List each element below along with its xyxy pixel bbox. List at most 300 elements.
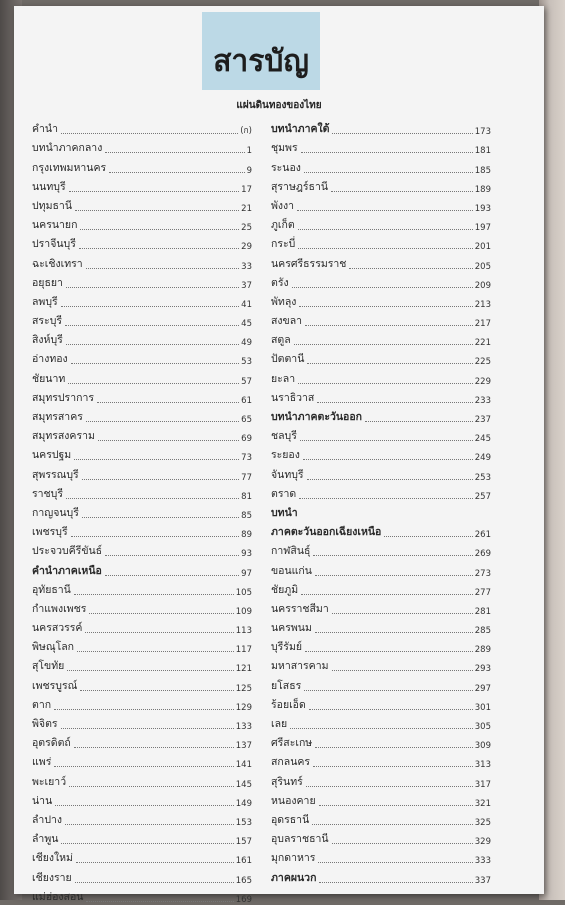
toc-entry-page: 133	[235, 722, 252, 732]
dot-leader	[66, 344, 239, 345]
toc-entry-label: ชลบุรี	[271, 430, 297, 443]
dot-leader	[86, 268, 239, 269]
toc-entry-label: เพชรบูรณ์	[32, 679, 78, 692]
toc-entry-label: ยะลา	[271, 372, 296, 385]
toc-entry-label: ประจวบคีรีขันธ์	[32, 545, 103, 558]
toc-entry-page: 225	[474, 357, 491, 368]
toc-entry	[32, 540, 252, 559]
toc-entry	[32, 406, 252, 425]
toc-entry-label: สระบุรี	[32, 315, 62, 328]
toc-entry-label: สกลนคร	[271, 756, 311, 769]
toc-entry-page: 277	[474, 587, 491, 598]
toc-entry	[271, 195, 491, 214]
toc-entry	[271, 579, 491, 598]
toc-entry-label: สิงห์บุรี	[32, 334, 63, 347]
toc-entry-page: 49	[241, 338, 252, 349]
toc-entry-label: นครราชสีมา	[271, 602, 329, 615]
toc-entry-page: 261	[474, 530, 491, 541]
toc-entry	[32, 483, 252, 502]
toc-entry-page: 73	[241, 453, 252, 464]
toc-entry-page: 45	[241, 319, 252, 330]
dot-leader	[97, 402, 239, 403]
toc-entry	[271, 272, 491, 291]
toc-entry	[271, 809, 491, 828]
toc-entry-page: 189	[474, 184, 491, 195]
toc-entry-page: 181	[474, 146, 491, 157]
toc-entry-page: 209	[474, 280, 491, 291]
dot-leader	[71, 363, 239, 364]
dot-leader	[317, 402, 472, 403]
toc-entry	[271, 617, 491, 636]
toc-entry-label: มหาสารคาม	[271, 660, 329, 673]
dot-leader	[384, 536, 472, 537]
dot-leader	[301, 152, 473, 153]
dot-leader	[61, 728, 234, 729]
toc-entry	[32, 252, 252, 271]
toc-entry	[32, 598, 252, 617]
toc-entry-page: 217	[474, 319, 491, 330]
toc-entry-page: 325	[474, 817, 491, 828]
toc-entry-label: ปทุมธานี	[32, 199, 72, 212]
dot-leader	[306, 786, 473, 787]
toc-entry-page: 9	[246, 165, 252, 176]
dot-leader	[315, 747, 473, 748]
toc-entry-page: 329	[474, 837, 491, 848]
toc-entry	[32, 559, 252, 578]
dot-leader	[304, 690, 473, 691]
toc-entry-label: แม่ฮ่องสอน	[32, 890, 84, 903]
toc-entry-page: 21	[241, 203, 252, 214]
toc-entry	[271, 444, 491, 463]
toc-entry-label: ตราด	[271, 487, 297, 500]
toc-entry-page: 249	[474, 453, 491, 464]
toc-entry	[32, 809, 252, 828]
toc-entry-page: 29	[241, 242, 252, 253]
toc-entry-label: กาญจนบุรี	[32, 506, 79, 519]
dot-leader	[105, 152, 244, 153]
toc-entry	[271, 329, 491, 348]
toc-entry	[271, 463, 491, 482]
toc-entry-page: 105	[235, 587, 252, 598]
toc-entry	[32, 463, 252, 482]
dot-leader	[307, 479, 473, 480]
dot-leader	[315, 575, 473, 576]
toc-entry	[271, 674, 491, 693]
toc-entry-page: 193	[474, 203, 491, 214]
toc-entry-page: 77	[241, 472, 252, 483]
toc-entry-label: ชุมพร	[271, 142, 298, 155]
dot-leader	[304, 172, 473, 173]
toc-entry-label: อุดรธานี	[271, 813, 310, 826]
toc-entry-page: 213	[474, 299, 491, 310]
toc-entry-page: 221	[474, 338, 491, 349]
toc-entry	[32, 310, 252, 329]
dot-leader	[309, 709, 473, 710]
toc-entry	[32, 674, 252, 693]
toc-entry-label: ระยอง	[271, 449, 300, 462]
toc-entry-label: กระบี่	[271, 238, 296, 251]
toc-entry-page: 41	[241, 299, 252, 310]
dot-leader	[303, 459, 473, 460]
dot-leader	[299, 498, 473, 499]
book-page	[14, 6, 544, 905]
toc-entry-page: 113	[235, 626, 252, 637]
toc-entry-page: 237	[474, 415, 491, 425]
toc-entry	[32, 444, 252, 463]
toc-entry-page: 85	[241, 510, 252, 521]
dot-leader	[66, 287, 239, 288]
toc-entry	[271, 425, 491, 444]
dot-leader	[98, 440, 239, 441]
toc-entry	[271, 156, 491, 175]
toc-entry-page: 289	[474, 645, 491, 656]
dot-leader	[76, 862, 234, 863]
toc-entry-label: ระนอง	[271, 161, 301, 174]
toc-entry-page: 309	[474, 741, 491, 752]
toc-entry	[271, 348, 491, 367]
toc-entry-page: 245	[474, 434, 491, 445]
toc-entry-label: สุโขทัย	[32, 660, 65, 673]
toc-entry	[32, 291, 252, 310]
toc-entry	[271, 118, 491, 137]
toc-entry-label: ภูเก็ต	[271, 219, 295, 232]
toc-entry	[271, 655, 491, 674]
toc-entry-label: ชัยนาท	[32, 372, 66, 385]
toc-entry	[271, 137, 491, 156]
toc-entry-page: 141	[235, 760, 252, 771]
toc-entry-label: เชียงราย	[32, 871, 72, 884]
dot-leader	[349, 268, 472, 269]
toc-entry	[271, 598, 491, 617]
dot-leader	[69, 191, 240, 192]
dot-leader	[61, 843, 233, 844]
dot-leader	[299, 306, 472, 307]
toc-entry	[32, 617, 252, 636]
toc-entry	[271, 732, 491, 751]
toc-entry	[32, 828, 252, 847]
dot-leader	[75, 210, 239, 211]
toc-entry-label: อ่างทอง	[32, 353, 68, 366]
dot-leader	[68, 383, 239, 384]
toc-entry-label: ลำปาง	[32, 813, 63, 826]
dot-leader	[82, 479, 240, 480]
toc-entry-page: 129	[235, 702, 252, 713]
toc-entry-label: นครปฐม	[32, 449, 72, 462]
dot-leader	[313, 555, 472, 556]
toc-entry	[32, 118, 252, 137]
toc-entry	[32, 367, 252, 386]
toc-entry-page: 109	[235, 606, 252, 617]
dot-leader	[77, 651, 234, 652]
dot-leader	[305, 651, 473, 652]
toc-entry-label: กำแพงเพชร	[32, 602, 87, 615]
dot-leader	[65, 824, 234, 825]
toc-entry-page: 89	[241, 530, 252, 541]
toc-entry-page: 305	[474, 722, 491, 732]
toc-entry-label: นครนายก	[32, 219, 78, 232]
toc-entry-label: ฉะเชิงเทรา	[32, 257, 83, 270]
toc-entry-label: สุรินทร์	[271, 775, 303, 788]
toc-entry-label: นครพนม	[271, 622, 312, 635]
toc-entry	[271, 694, 491, 713]
toc-entry-page: 257	[474, 491, 491, 502]
toc-entry-label: ปัตตานี	[271, 353, 305, 366]
toc-entry	[32, 387, 252, 406]
toc-entry-label: น่าน	[32, 794, 53, 807]
toc-entry-label: ยโสธร	[271, 679, 302, 692]
toc-entry-label: พิษณุโลก	[32, 641, 75, 654]
toc-entry	[271, 483, 491, 502]
dot-leader	[313, 766, 473, 767]
toc-entry-label: สุพรรณบุรี	[32, 468, 79, 481]
toc-entry-label: ปราจีนบุรี	[32, 238, 76, 251]
toc-entry-label: พะเยาว์	[32, 775, 67, 788]
toc-entry	[32, 655, 252, 674]
toc-entry-page: 153	[235, 817, 252, 828]
dot-leader	[89, 613, 233, 614]
toc-entry-page: 205	[474, 261, 491, 272]
toc-entry-label: กรุงเทพมหานคร	[32, 161, 107, 174]
dot-leader	[80, 229, 239, 230]
dot-leader	[292, 287, 473, 288]
toc-entry	[32, 579, 252, 598]
toc-entry-page: 229	[474, 376, 491, 387]
dot-leader	[55, 805, 234, 806]
toc-entry-page: 33	[241, 261, 252, 272]
toc-entry	[32, 847, 252, 866]
toc-entry-page: 173	[474, 127, 491, 138]
toc-entry	[32, 425, 252, 444]
dot-leader	[105, 555, 239, 556]
toc-entry-label: ลพบุรี	[32, 295, 58, 308]
toc-entry-page: 17	[241, 184, 252, 195]
toc-entry-page: 61	[241, 395, 252, 406]
toc-entry	[271, 540, 491, 559]
dot-leader	[74, 747, 234, 748]
toc-entry-label: บทนำภาคใต้	[271, 123, 330, 136]
toc-entry	[271, 233, 491, 252]
toc-entry	[32, 521, 252, 540]
toc-entry-label: นนทบุรี	[32, 180, 66, 193]
toc-entry	[271, 252, 491, 271]
dot-leader	[307, 363, 472, 364]
toc-entry-label: สตูล	[271, 334, 291, 347]
dot-leader	[105, 575, 239, 576]
dot-leader	[332, 670, 473, 671]
dot-leader	[319, 805, 473, 806]
toc-entry	[271, 502, 491, 521]
toc-entry-label: มุกดาหาร	[271, 852, 316, 865]
toc-entry	[32, 886, 252, 905]
toc-entry-page: 285	[474, 626, 491, 637]
toc-entry-page: 93	[241, 549, 252, 560]
toc-entry-label: สงขลา	[271, 315, 303, 328]
toc-entry	[271, 387, 491, 406]
toc-entry-label: คำนำภาคเหนือ	[32, 564, 102, 577]
toc-entry	[271, 713, 491, 732]
dot-leader	[315, 632, 473, 633]
toc-entry	[271, 521, 491, 540]
toc-entry-label: สุราษฎร์ธานี	[271, 180, 329, 193]
toc-entry	[32, 866, 252, 885]
toc-entry-page: 69	[241, 434, 252, 445]
toc-entry-label: พัทลุง	[271, 295, 297, 308]
toc-entry-page: 161	[235, 856, 252, 867]
toc-entry	[32, 176, 252, 195]
toc-entry-page: 317	[474, 779, 491, 790]
toc-entry	[32, 502, 252, 521]
toc-entry-label: กาฬสินธุ์	[271, 545, 311, 558]
toc-entry	[271, 847, 491, 866]
toc-entry-page: 97	[241, 568, 252, 579]
dot-leader	[318, 862, 472, 863]
toc-entry-page: 337	[474, 875, 491, 886]
toc-entry-label: นครศรีธรรมราช	[271, 257, 347, 270]
toc-entry-label: นครสวรรค์	[32, 622, 83, 635]
toc-entry	[271, 828, 491, 847]
toc-entry-page: 157	[235, 837, 252, 848]
dot-leader	[331, 191, 473, 192]
dot-leader	[300, 440, 473, 441]
toc-entry-label: อุทัยธานี	[32, 583, 71, 596]
toc-entry	[271, 790, 491, 809]
dot-leader	[294, 344, 473, 345]
toc-entry-label: ชัยภูมิ	[271, 583, 299, 596]
dot-leader	[54, 709, 234, 710]
toc-entry	[271, 751, 491, 770]
toc-entry-label: บทนำ	[271, 506, 298, 519]
toc-entry-label: พิจิตร	[32, 718, 58, 730]
toc-column-left	[32, 118, 252, 905]
dot-leader	[301, 594, 473, 595]
dot-leader	[298, 383, 473, 384]
toc-entry-page: 301	[474, 702, 491, 713]
toc-entry-label: บุรีรัมย์	[271, 641, 303, 654]
toc-entry-label: สมุทรสงคราม	[32, 430, 95, 443]
toc-entry-page: 281	[474, 606, 491, 617]
dot-leader	[290, 728, 473, 729]
dot-leader	[332, 613, 473, 614]
toc-entry-page: 37	[241, 280, 252, 291]
toc-entry-page: 269	[474, 549, 491, 560]
toc-entry-label: เพชรบุรี	[32, 526, 68, 539]
toc-entry-label: พังงา	[271, 199, 295, 212]
dot-leader	[61, 306, 240, 307]
dot-leader	[298, 248, 472, 249]
dot-leader	[365, 421, 473, 422]
dot-leader	[74, 459, 239, 460]
dot-leader	[74, 594, 234, 595]
toc-entry-page: 313	[474, 760, 491, 771]
dot-leader	[86, 901, 233, 902]
toc-entry-label: เลย	[271, 718, 288, 730]
toc-entry-label: เชียงใหม่	[32, 852, 73, 865]
toc-entry	[32, 329, 252, 348]
toc-entry-label: ศรีสะเกษ	[271, 737, 313, 750]
toc-entry	[271, 310, 491, 329]
toc-entry-label: ลำพูน	[32, 833, 59, 846]
toc-entry	[32, 156, 252, 175]
toc-entry-label: ตาก	[32, 698, 52, 711]
toc-entry	[32, 214, 252, 233]
dot-leader	[54, 766, 233, 767]
page-subtitle: แผ่นดินทองของไทย	[236, 100, 322, 111]
toc-entry-label: อยุธยา	[32, 276, 63, 289]
dot-leader	[79, 248, 239, 249]
toc-entry-page: 201	[474, 242, 491, 253]
toc-entry-page: 117	[235, 645, 252, 656]
toc-entry-label: บทนำภาคกลาง	[32, 142, 103, 155]
toc-entry	[271, 367, 491, 386]
dot-leader	[109, 172, 244, 173]
toc-entry	[32, 732, 252, 751]
toc-entry-label: ตรัง	[271, 276, 289, 289]
toc-entry-label: แพร่	[32, 756, 52, 769]
toc-entry-page: 297	[474, 683, 491, 694]
toc-entry-label: ร้อยเอ็ด	[271, 698, 306, 711]
toc-entry-label: จันทบุรี	[271, 468, 304, 481]
toc-entry	[271, 214, 491, 233]
toc-entry-page: 165	[235, 875, 252, 886]
toc-entry-label: ภาคตะวันออกเฉียงเหนือ	[271, 526, 382, 539]
toc-entry-page: 25	[241, 223, 252, 234]
toc-entry-page: 185	[474, 165, 491, 176]
dot-leader	[332, 133, 472, 134]
toc-entry	[271, 291, 491, 310]
toc-entry-page: 53	[241, 357, 252, 368]
toc-entry-label: บทนำภาคตะวันออก	[271, 411, 363, 423]
dot-leader	[319, 882, 472, 883]
toc-entry-page: 137	[235, 741, 252, 752]
toc-entry	[32, 137, 252, 156]
toc-entry-page: 149	[235, 798, 252, 809]
dot-leader	[82, 517, 239, 518]
dot-leader	[305, 325, 473, 326]
toc-entry-label: หนองคาย	[271, 794, 316, 807]
dot-leader	[66, 498, 239, 499]
dot-leader	[86, 421, 239, 422]
dot-leader	[297, 210, 473, 211]
toc-entry-page: 321	[474, 798, 491, 809]
toc-entry-page: 81	[241, 491, 252, 502]
dot-leader	[312, 824, 473, 825]
toc-entry-label: สมุทรปราการ	[32, 391, 94, 404]
dot-leader	[85, 632, 233, 633]
toc-entry	[32, 790, 252, 809]
toc-entry-page: (ก)	[240, 126, 252, 137]
toc-entry-label: ราชบุรี	[32, 487, 63, 500]
toc-entry-label: ภาคผนวก	[271, 871, 317, 884]
toc-entry-page: 253	[474, 472, 491, 483]
toc-column-right	[271, 118, 491, 886]
dot-leader	[69, 786, 234, 787]
toc-entry	[32, 694, 252, 713]
toc-entry	[271, 866, 491, 885]
toc-entry-page: 169	[235, 894, 252, 905]
toc-entry-page: 197	[474, 223, 491, 234]
toc-entry-page: 145	[235, 779, 252, 790]
toc-entry-page: 125	[235, 683, 252, 694]
toc-entry	[271, 770, 491, 789]
dot-leader	[65, 325, 239, 326]
toc-entry	[271, 176, 491, 195]
dot-leader	[80, 690, 233, 691]
toc-entry	[271, 406, 491, 425]
toc-entry-label: อุบลราชธานี	[271, 833, 329, 846]
toc-entry	[32, 233, 252, 252]
toc-entry-page: 333	[474, 856, 491, 867]
toc-entry	[271, 636, 491, 655]
